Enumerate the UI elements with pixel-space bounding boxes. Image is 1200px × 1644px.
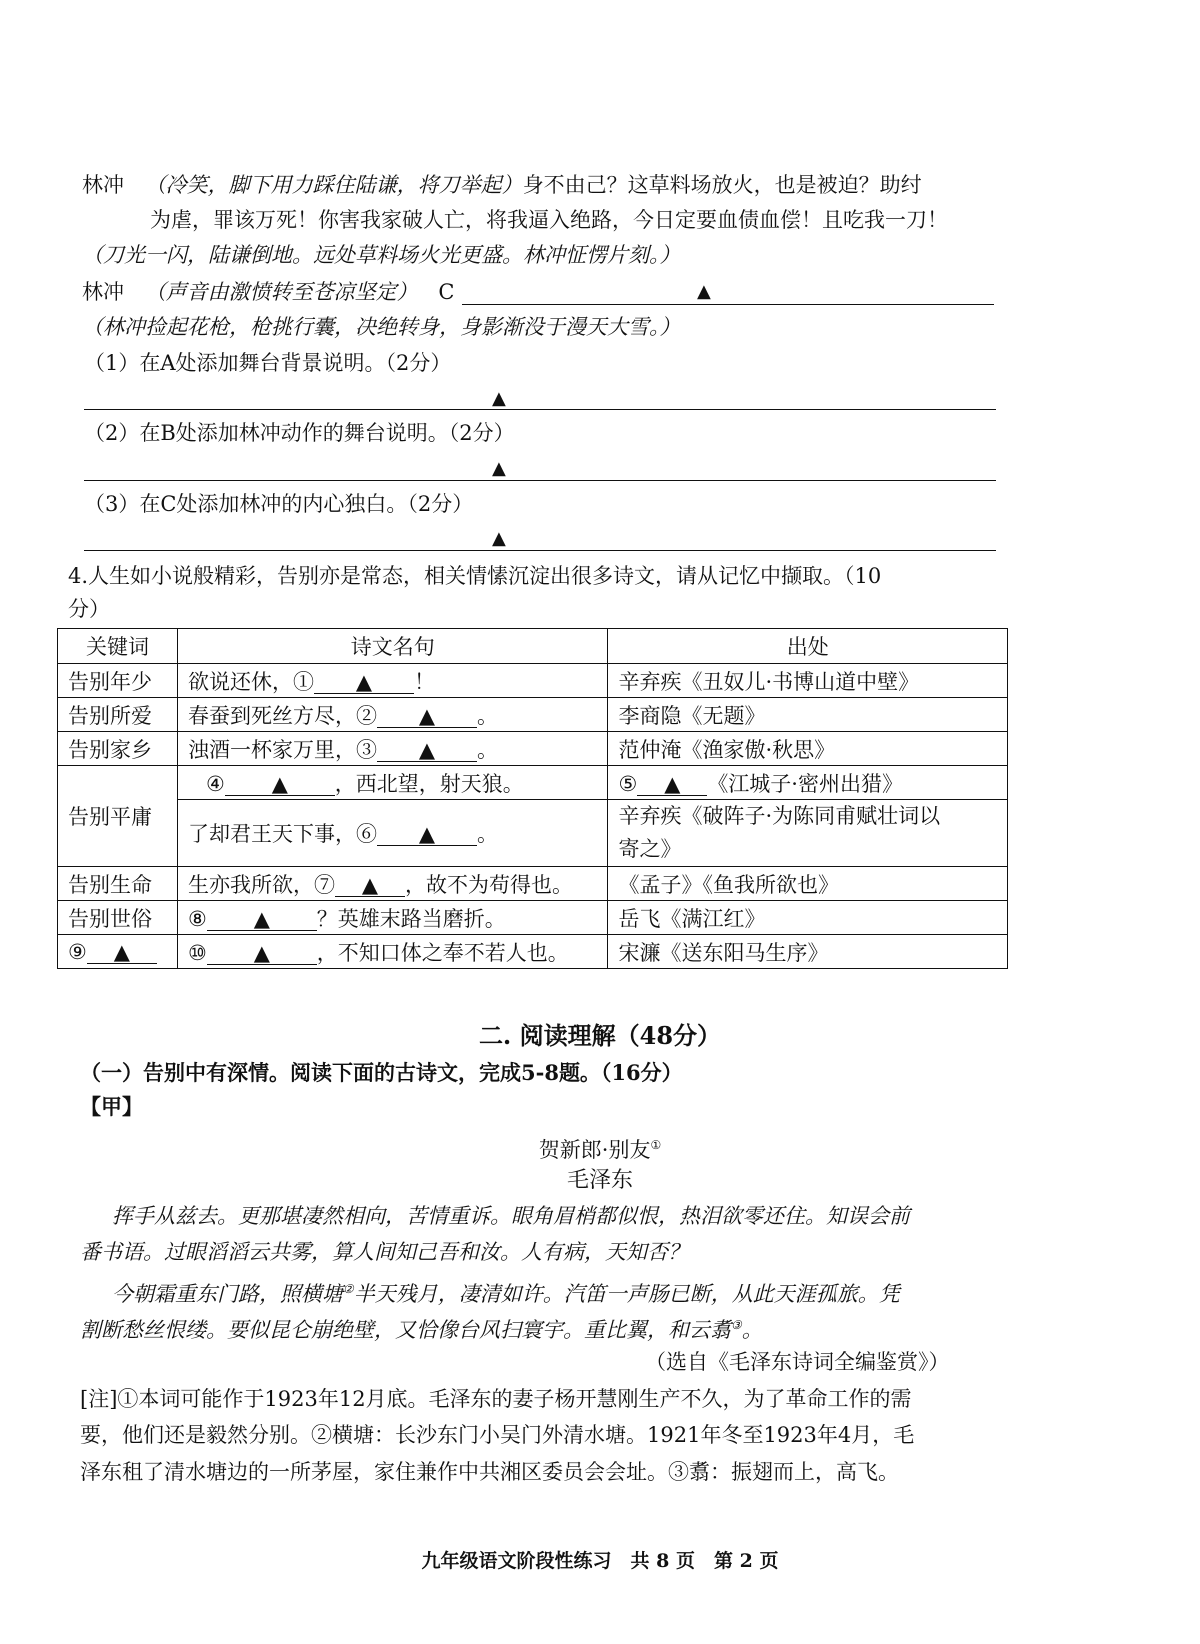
page-footer: 九年级语文阶段性练习 共 8 页 第 2 页	[421, 1550, 779, 1572]
section-title: 二. 阅读理解（48分）	[478, 1021, 722, 1050]
poem-paragraph-2-line-2: 割断愁丝恨缕。要似昆仑崩绝壁，又恰像台风扫寰宇。重比翼，和云翥③。	[80, 1318, 763, 1342]
blank-marker-c: C	[438, 280, 455, 304]
keyword-cell: 告别年少	[58, 664, 178, 698]
poem-title: 贺新郎·别友①	[538, 1138, 662, 1162]
source-cell: 辛弃疾《丑奴儿·书博山道中壁》	[608, 664, 1008, 698]
line-cell: 生亦我所欲，⑦ ▲ ，故不为苟得也。	[177, 867, 608, 901]
poem-paragraph-1-line-1: 挥手从兹去。更那堪凄然相向，苦情重诉。眼角眉梢都似恨，热泪欲零还住。知误会前	[112, 1204, 910, 1228]
answer-blank[interactable]: ▲	[87, 941, 157, 964]
table-row	[58, 766, 1008, 800]
answer-line-2	[84, 480, 996, 481]
triangle-icon: ▲	[492, 388, 506, 409]
line-cell: ⑩ ▲ ，不知口体之奉不若人也。	[177, 935, 608, 969]
script-line-4	[82, 277, 454, 307]
footnote-marker: ①	[650, 1138, 662, 1152]
source-cell: 辛弃疾《破阵子·为陈同甫赋壮词以 寄之》	[608, 800, 1008, 867]
answer-blank[interactable]: ▲	[314, 671, 414, 694]
poem-table	[57, 628, 1008, 969]
keyword-cell: ⑨ ▲	[58, 935, 178, 969]
note-line-2: 要，他们还是毅然分别。②横塘：长沙东门小吴门外清水塘。1921年冬至1923年4月，毛	[80, 1423, 915, 1447]
header-keyword: 关键词	[58, 629, 178, 664]
table-row	[58, 800, 1008, 867]
answer-blank[interactable]: ▲	[207, 942, 317, 965]
speech: 身不由己？这草料场放火，也是被迫？助纣	[522, 173, 922, 197]
source-cell: 宋濂《送东阳马生序》	[608, 935, 1008, 969]
answer-line-3	[84, 550, 996, 551]
table-row	[58, 664, 1008, 698]
script-line-5: （林冲捡起花枪，枪挑行囊，决绝转身，身影渐没于漫天大雪。）	[82, 315, 681, 339]
line-cell: ⑧ ▲ ？英雄末路当磨折。	[177, 901, 608, 935]
table-row	[58, 867, 1008, 901]
line-cell: 浊酒一杯家万里，③ ▲ 。	[177, 732, 608, 766]
source-cell: 范仲淹《渔家傲·秋思》	[608, 732, 1008, 766]
header-lines: 诗文名句	[177, 629, 608, 664]
source-cell: 李商隐《无题》	[608, 698, 1008, 732]
line-cell: 了却君王天下事，⑥ ▲ 。	[177, 800, 608, 867]
question-2: （2）在B处添加林冲动作的舞台说明。（2分）	[84, 421, 515, 445]
header-source: 出处	[608, 629, 1008, 664]
script-line-1	[82, 170, 922, 200]
note-line-1: [注]①本词可能作于1923年12月底。毛泽东的妻子杨开慧刚生产不久，为了革命工作的需	[80, 1387, 912, 1411]
source-cell: 岳飞《满江红》	[608, 901, 1008, 935]
table-row	[58, 698, 1008, 732]
table-header-row	[58, 629, 1008, 664]
answer-line-1	[84, 409, 996, 410]
keyword-cell: 告别世俗	[58, 901, 178, 935]
stage-direction: （冷笑，脚下用力踩住陆谦，将刀举起）	[144, 173, 523, 197]
answer-line-c	[462, 304, 994, 305]
speaker: 林冲	[82, 280, 124, 304]
question-4-line-2: 分）	[68, 597, 110, 621]
script-line-2: 为虐，罪该万死！你害我家破人亡，将我逼入绝路，今日定要血债血偿！且吃我一刀！	[150, 208, 948, 232]
answer-blank[interactable]: ▲	[207, 908, 317, 931]
answer-blank[interactable]: ▲	[377, 823, 477, 846]
triangle-icon: ▲	[492, 528, 506, 549]
line-cell: 欲说还休，① ▲ ！	[177, 664, 608, 698]
answer-blank[interactable]: ▲	[377, 739, 477, 762]
poem-author: 毛泽东	[566, 1168, 633, 1193]
table-row	[58, 732, 1008, 766]
note-line-3: 泽东租了清水塘边的一所茅屋，家住兼作中共湘区委员会会址。③翥：振翅而上，高飞。	[80, 1460, 899, 1484]
triangle-icon: ▲	[492, 458, 506, 479]
keyword-cell: 告别平庸	[58, 766, 178, 867]
question-1: （1）在A处添加舞台背景说明。（2分）	[84, 351, 452, 375]
answer-blank[interactable]: ▲	[335, 874, 405, 897]
poem-paragraph-2-line-1: 今朝霜重东门路，照横塘②半天残月，凄清如许。汽笛一声肠已断，从此天涯孤旅。凭	[112, 1282, 900, 1306]
answer-blank[interactable]: ▲	[637, 773, 707, 796]
source-cell: 《孟子》《鱼我所欲也》	[608, 867, 1008, 901]
script-line-3: （刀光一闪，陆谦倒地。远处草料场火光更盛。林冲怔愣片刻。）	[82, 243, 681, 267]
sub-title: （一）告别中有深情。阅读下面的古诗文，完成5-8题。（16分）	[80, 1060, 683, 1085]
stage-direction: （声音由激愤转至苍凉坚定）	[144, 280, 418, 304]
question-3: （3）在C处添加林冲的内心独白。（2分）	[84, 492, 474, 516]
line-cell: ④ ▲ ，西北望，射天狼。	[177, 766, 608, 800]
footnote-marker: ③	[731, 1318, 742, 1332]
table-row	[58, 901, 1008, 935]
speaker: 林冲	[82, 173, 124, 197]
keyword-cell: 告别家乡	[58, 732, 178, 766]
table-row	[58, 935, 1008, 969]
line-cell: 春蚕到死丝方尽，② ▲ 。	[177, 698, 608, 732]
answer-blank[interactable]: ▲	[377, 705, 477, 728]
triangle-icon: ▲	[697, 281, 711, 302]
footnote-marker: ②	[343, 1282, 354, 1296]
source-cell: ⑤ ▲ 《江城子·密州出猎》	[608, 766, 1008, 800]
question-4-line-1: 4.人生如小说般精彩，告别亦是常态，相关情愫沉淀出很多诗文，请从记忆中撷取。（10	[68, 564, 882, 588]
answer-blank[interactable]: ▲	[225, 773, 335, 796]
keyword-cell: 告别所爱	[58, 698, 178, 732]
poem-paragraph-1-line-2: 番书语。过眼滔滔云共雾，算人间知己吾和汝。人有病，天知否？	[80, 1240, 689, 1264]
poem-source: （选自《毛泽东诗词全编鉴赏》）	[645, 1350, 950, 1374]
keyword-cell: 告别生命	[58, 867, 178, 901]
passage-label: 【甲】	[80, 1094, 143, 1119]
